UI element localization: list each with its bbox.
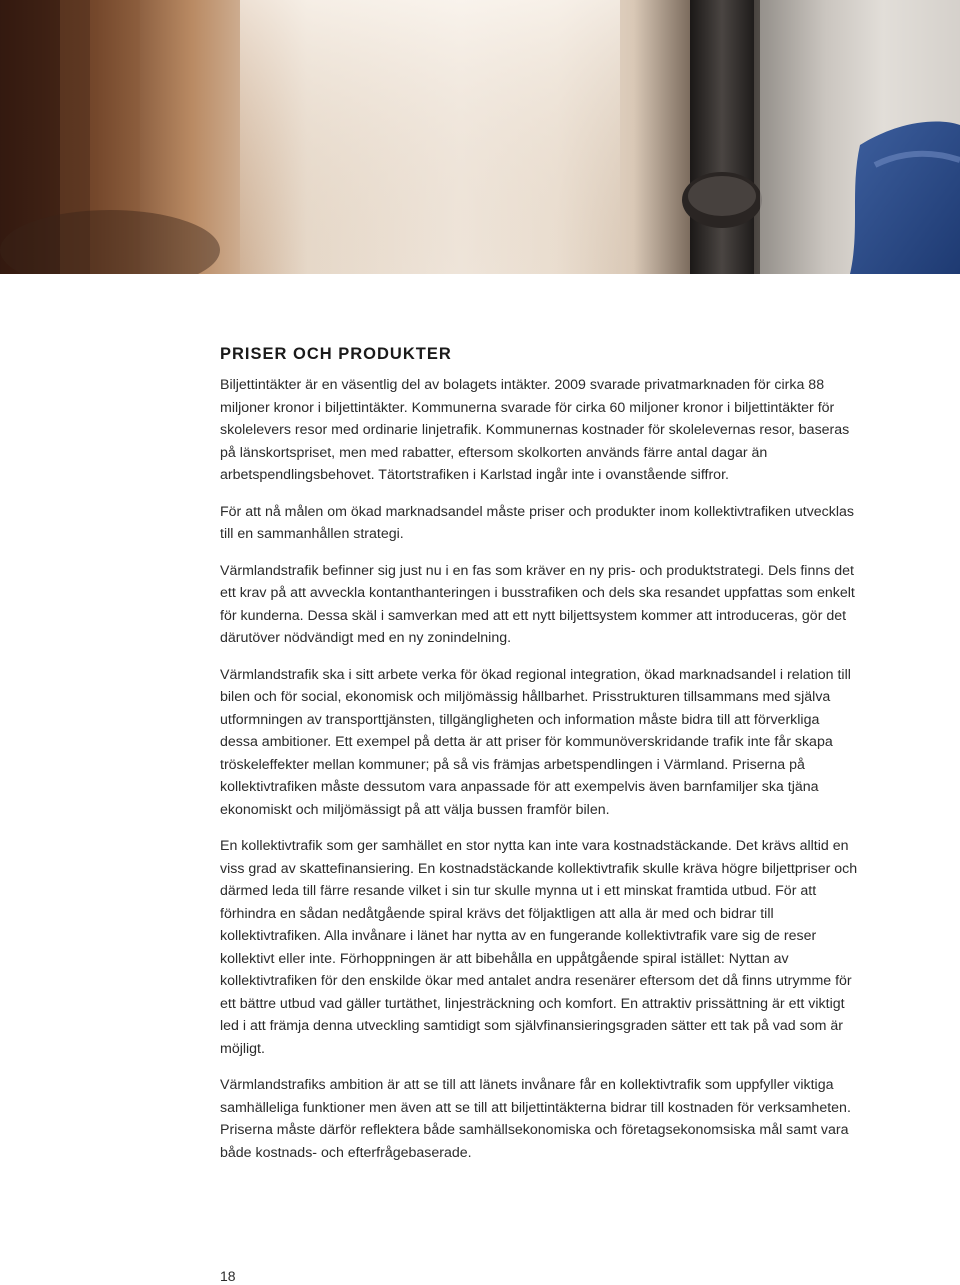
paragraph: Biljettintäkter är en väsentlig del av bolagets intäkter. 2009 svarade privatmarknaden för cirka 88 miljoner kronor i biljettintäkter. Kommunerna svarade för cirka 60 miljoner kronor i biljettintäkter för skolelevers resor med ordinarie linjetrafik. Kommunernas kostnader för skolelevernas resor, baseras på länskortspriset, men med rabatter, eftersom skolkorten används färre antal dagar än arbetspendlingsbehovet. Tätortstrafiken i Karlstad ingår inte i ovanstående siffror. bbox=[220, 377, 850, 483]
paragraph: Värmlandstrafiks ambition är att se till att länets invånare får en kollektivtrafik som uppfyller viktiga samhälleliga funktioner men även att se till att biljettintäkterna bidrar till kostnaden för verksamheten. Priserna måste därför reflektera både samhällsekonomiska och företagsekonomsiska mål samt vara både kostnads- och efterfrågebaserade. bbox=[220, 1077, 851, 1161]
header-photo bbox=[0, 0, 960, 274]
paragraph: Värmlandstrafik ska i sitt arbete verka för ökad regional integration, ökad marknadsandel i relation till bilen och för social, ekonomisk och miljömässig hållbarhet. Prisstrukturen tillsammans med själva utformningen av transporttjänsten, tillgängligheten och information måste bidra till att förverkliga dessa ambitioner. Ett exempel på detta är att priser för kommunöverskridande trafik inte får skapa tröskeleffekter mellan kommuner; på så vis främjas arbetspendlingen i Värmland. Priserna på kollektivtrafiken måste dessutom vara anpassade för att exempelvis även barnfamiljer ska tjäna ekonomiskt och miljömässigt på att välja bussen framför bilen. bbox=[220, 666, 851, 818]
article-content bbox=[220, 344, 860, 1178]
photo-banner-icon bbox=[0, 0, 960, 274]
paragraph: En kollektivtrafik som ger samhället en stor nytta kan inte vara kostnadstäckande. Det krävs alltid en viss grad av skattefinansiering. En kostnadstäckande kollektivtrafik skulle kräva högre biljettpriser och därmed leda till färre resande vilket i sin tur skulle mynna ut i ett minskat framtida utbud. För att förhindra en sådan nedåtgående spiral krävs det följaktligen att alla är med och bidrar till kollektivtrafiken. Alla invånare i länet har nytta av en fungerande kollektivtrafik vare sig de reser kollektivt eller inte. Förhoppningen är att bibehålla en uppåtgående spiral istället: Nyttan av kollektivtrafiken för den enskilde ökar med antalet andra resenärer eftersom det då finns utrymme för ett bättre utbud vad gäller turtäthet, linjesträckning och komfort. En attraktiv prissättning är ett viktigt led i att främja denna utveckling samtidigt som självfinansieringsgraden sätter ett tak på vad som är möjligt. bbox=[220, 838, 858, 1057]
page-number: 18 bbox=[220, 1268, 236, 1284]
section-heading: PRISER OCH PRODUKTER bbox=[220, 345, 452, 363]
paragraph: För att nå målen om ökad marknadsandel måste priser och produkter inom kollektivtrafiken utvecklas till en sammanhållen strategi. bbox=[220, 503, 854, 542]
paragraph: Värmlandstrafik befinner sig just nu i en fas som kräver en ny pris- och produktstrategi. Dels finns det ett krav på att avveckla kontanthanteringen i busstrafiken och dels ska resandet uppfattas som enkelt för kunderna. Dessa skäl i samverkan med att ett nytt biljettsystem kommer att introduceras, gör det därutöver nödvändigt med en ny zonindelning. bbox=[220, 562, 855, 646]
